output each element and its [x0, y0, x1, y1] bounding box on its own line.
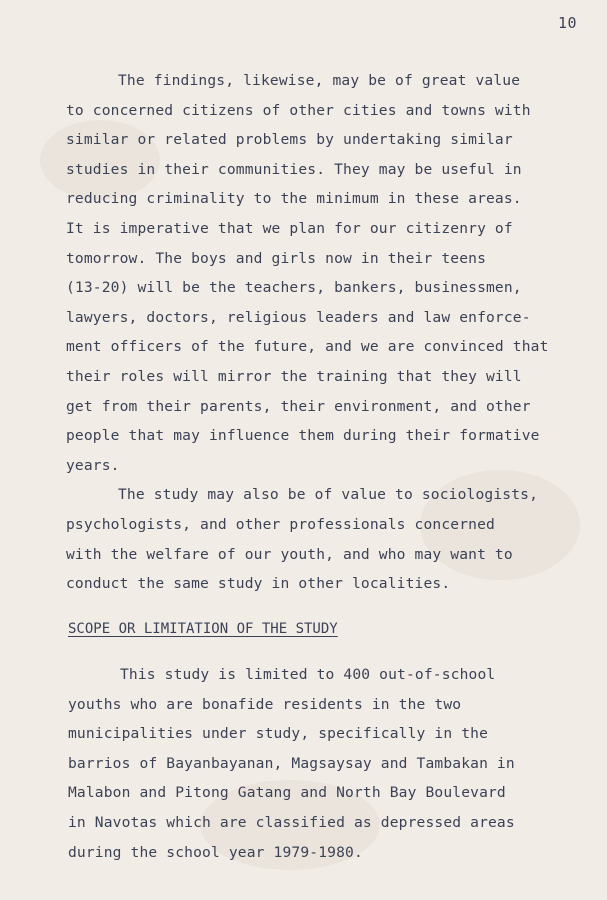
text-line: The findings, likewise, may be of great value — [118, 72, 521, 89]
paragraph-findings — [66, 66, 576, 480]
text-line: their roles will mirror the training that they will — [66, 367, 522, 385]
text-line: municipalities under study, specifically in the — [68, 725, 489, 743]
text-line: to concerned citizens of other cities and towns with — [66, 101, 531, 119]
text-line: get from their parents, their environment, and other — [66, 397, 531, 415]
text-line: The study may also be of value to sociologists, — [118, 486, 539, 504]
text-line: years. — [66, 456, 120, 474]
text-line: similar or related problems by undertaking similar — [66, 131, 513, 149]
text-line: It is imperative that we plan for our citizenry of — [66, 219, 513, 237]
text-line: lawyers, doctors, religious leaders and law enforce- — [66, 308, 531, 326]
text-line: This study is limited to 400 out-of-school — [120, 666, 496, 683]
text-line: youths who are bonafide residents in the two — [68, 695, 462, 713]
text-line: studies in their communities. They may be useful in — [66, 160, 522, 178]
paragraph-value — [66, 480, 576, 598]
page-number: 10 — [557, 14, 577, 32]
text-line: (13-20) will be the teachers, bankers, businessmen, — [66, 279, 522, 297]
body-text — [66, 66, 576, 599]
text-line: during the school year 1979-1980. — [68, 843, 363, 861]
text-line: conduct the same study in other localities. — [66, 575, 451, 593]
text-line: psychologists, and other professionals concerned — [66, 515, 495, 533]
text-line: tomorrow. The boys and girls now in their teens — [66, 249, 487, 267]
section-body — [68, 660, 578, 867]
text-line: barrios of Bayanbayanan, Magsaysay and Tambakan in — [68, 754, 515, 772]
text-line: with the welfare of our youth, and who may want to — [66, 545, 513, 563]
text-line: Malabon and Pitong Gatang and North Bay Boulevard — [68, 784, 506, 802]
text-line: in Navotas which are classified as depressed areas — [68, 813, 515, 831]
text-line: people that may influence them during their formative — [66, 427, 540, 445]
text-line: reducing criminality to the minimum in these areas. — [66, 190, 522, 208]
text-line: ment officers of the future, and we are convinced that — [66, 338, 549, 356]
section-heading: SCOPE OR LIMITATION OF THE STUDY — [68, 621, 338, 637]
